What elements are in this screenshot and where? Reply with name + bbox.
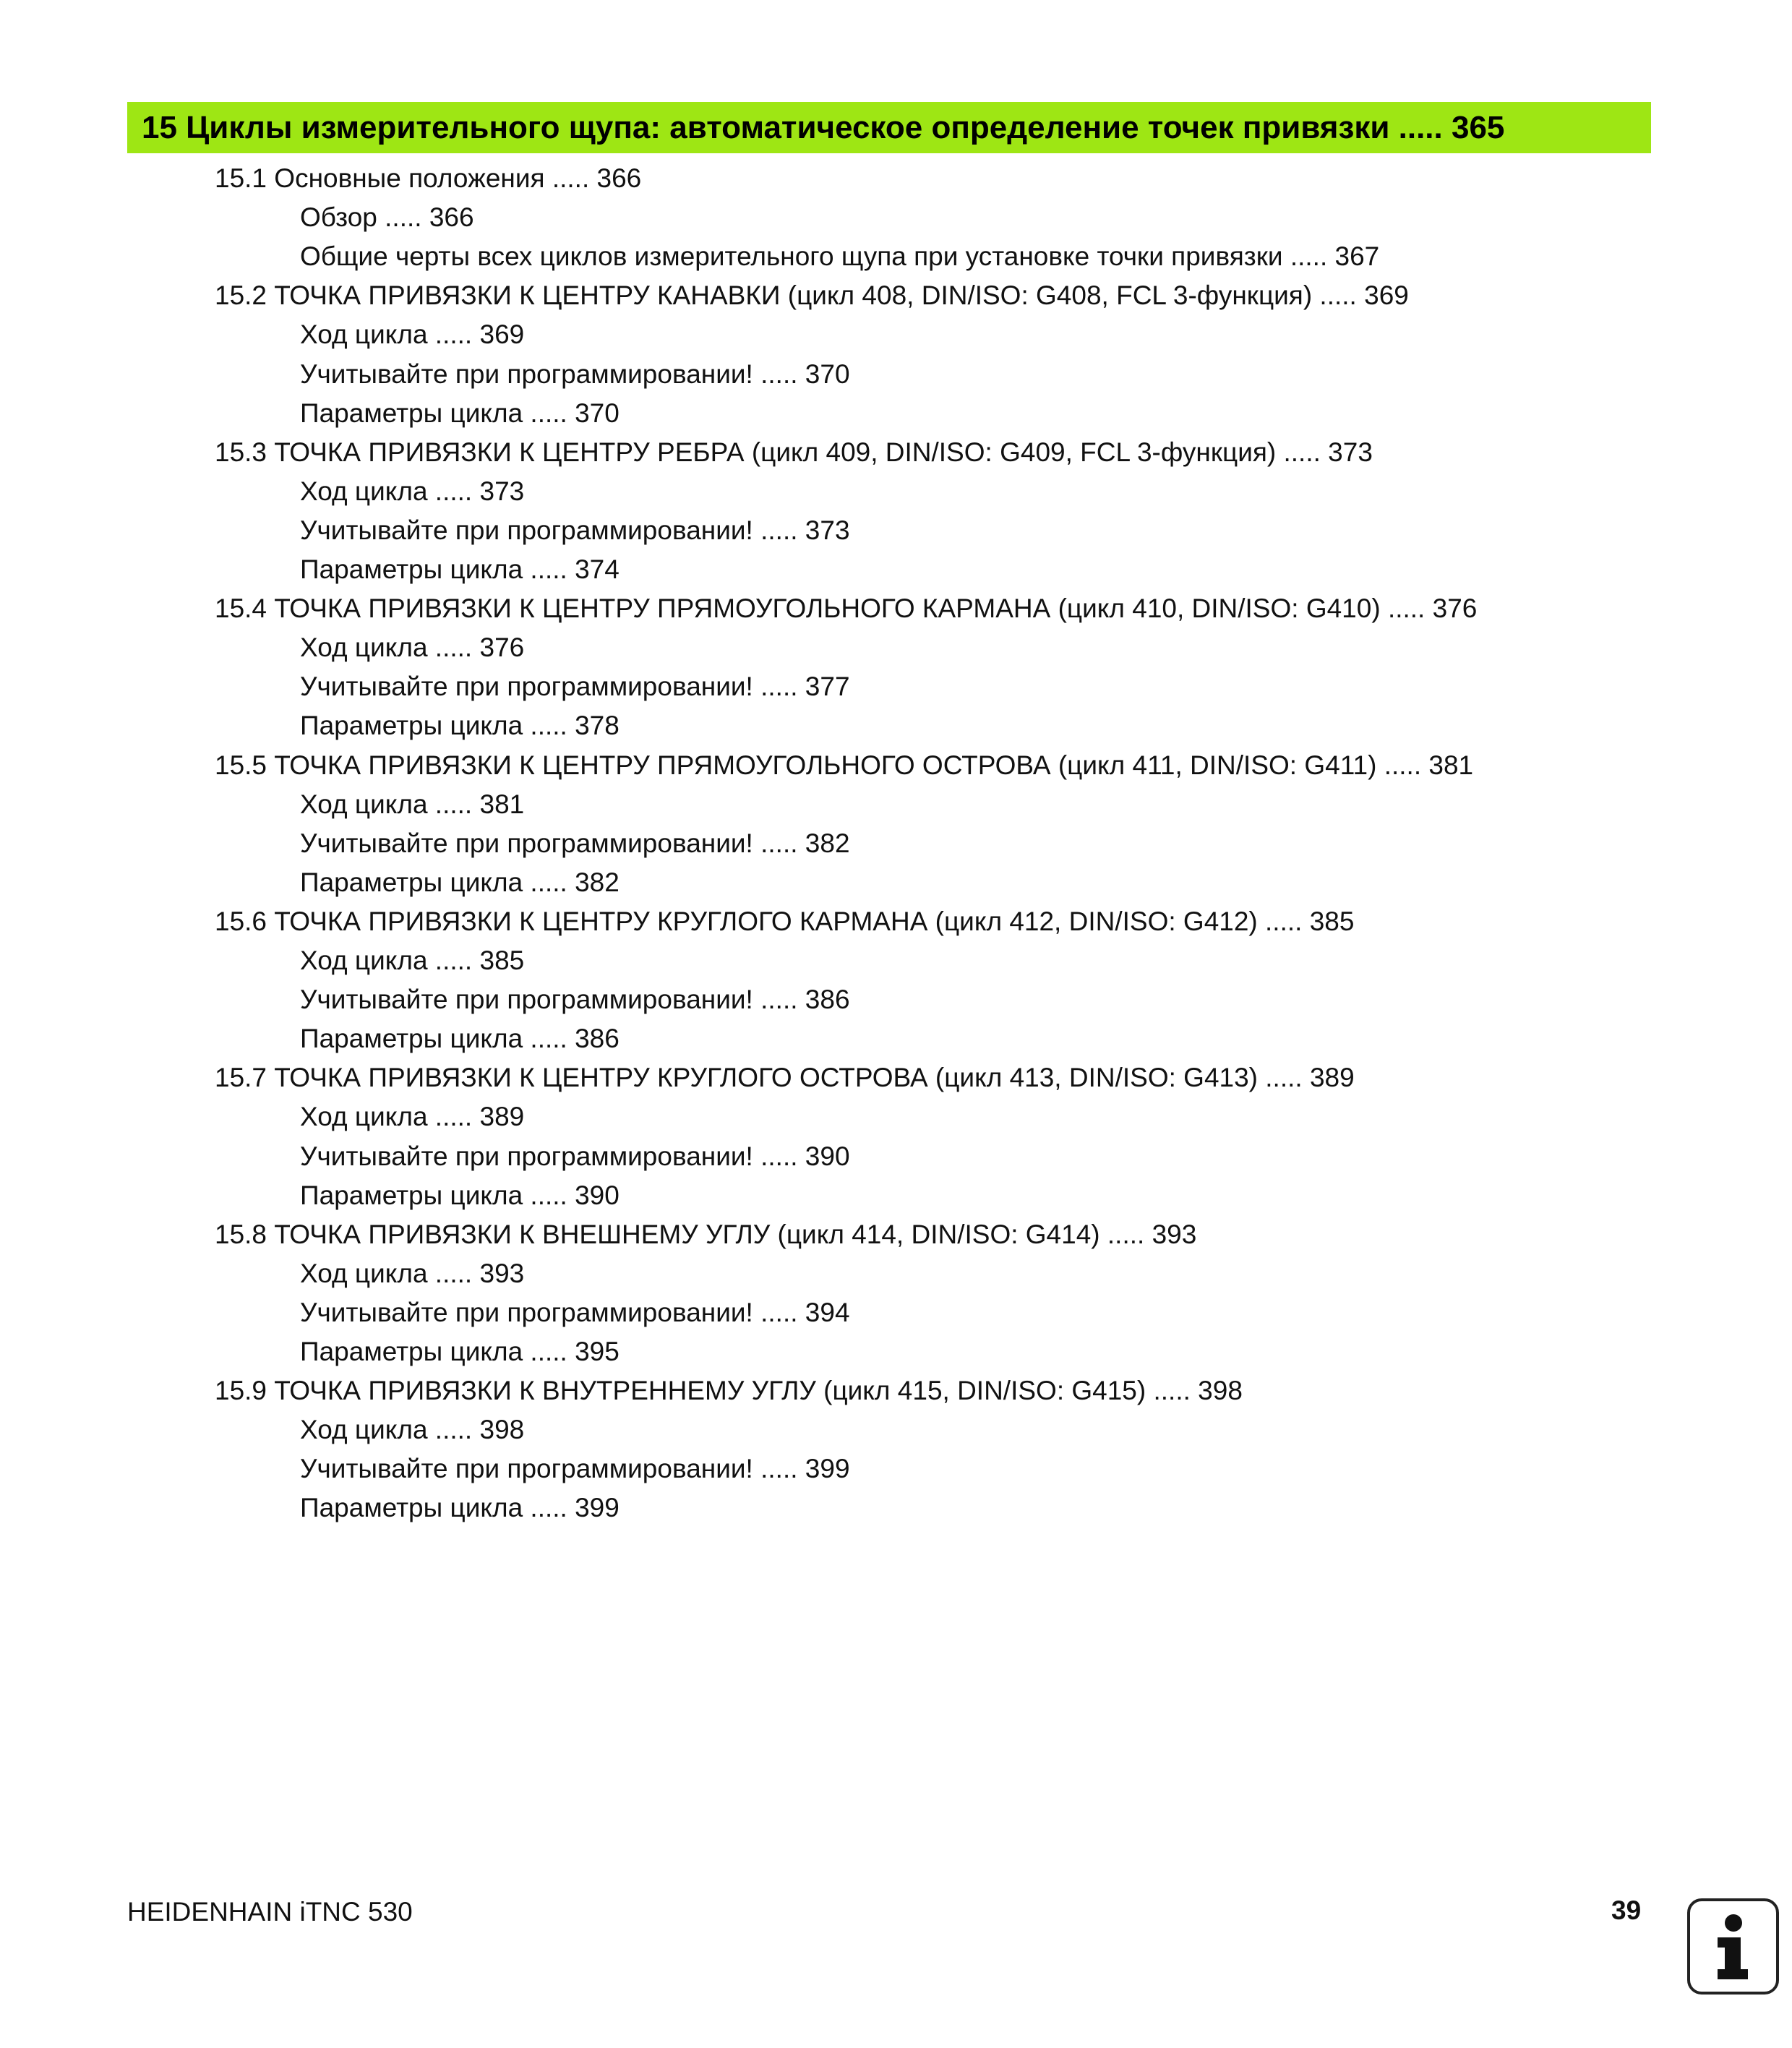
toc-section-entry[interactable]: 15.8 ТОЧКА ПРИВЯЗКИ К ВНЕШНЕМУ УГЛУ (цикл 414, DIN/ISO: G414) ..... 393 bbox=[215, 1219, 1197, 1249]
toc-subsection-entry[interactable]: Параметры цикла ..... 374 bbox=[300, 554, 620, 584]
toc-subsection-entry[interactable]: Ход цикла ..... 389 bbox=[300, 1102, 525, 1132]
toc-subsection-entry[interactable]: Учитывайте при программировании! ..... 399 bbox=[300, 1454, 850, 1484]
toc-subsection-entry[interactable]: Параметры цикла ..... 395 bbox=[300, 1337, 620, 1366]
chapter-title[interactable]: 15 Циклы измерительного щупа: автоматическое определение точек привязки ..... 365 bbox=[142, 109, 1505, 145]
toc-subsection-entry[interactable]: Общие черты всех циклов измерительного щупа при установке точки привязки ..... 367 bbox=[300, 241, 1380, 272]
toc-section-entry[interactable]: 15.3 ТОЧКА ПРИВЯЗКИ К ЦЕНТРУ РЕБРА (цикл 409, DIN/ISO: G409, FCL 3-функция) ..... 373 bbox=[215, 437, 1373, 467]
toc-subsection-entry[interactable]: Параметры цикла ..... 399 bbox=[300, 1493, 620, 1523]
toc-section-entry[interactable]: 15.7 ТОЧКА ПРИВЯЗКИ К ЦЕНТРУ КРУГЛОГО ОСТРОВА (цикл 413, DIN/ISO: G413) ..... 389 bbox=[215, 1063, 1355, 1093]
toc-section-entry[interactable]: 15.4 ТОЧКА ПРИВЯЗКИ К ЦЕНТРУ ПРЯМОУГОЛЬНОГО КАРМАНА (цикл 410, DIN/ISO: G410) ..... 376 bbox=[215, 594, 1478, 624]
footer-product-name: HEIDENHAIN iTNC 530 bbox=[127, 1897, 413, 1927]
toc-subsection-entry[interactable]: Учитывайте при программировании! ..... 373 bbox=[300, 515, 850, 545]
toc-section-entry[interactable]: 15.9 ТОЧКА ПРИВЯЗКИ К ВНУТРЕННЕМУ УГЛУ (цикл 415, DIN/ISO: G415) ..... 398 bbox=[215, 1376, 1243, 1406]
page-number: 39 bbox=[1611, 1895, 1642, 1925]
toc-subsection-entry[interactable]: Ход цикла ..... 376 bbox=[300, 633, 525, 663]
chapter-heading-bar bbox=[127, 102, 1651, 153]
toc-subsection-entry[interactable]: Ход цикла ..... 398 bbox=[300, 1415, 525, 1445]
info-icon[interactable] bbox=[1687, 1898, 1779, 1995]
toc-subsection-entry[interactable]: Ход цикла ..... 369 bbox=[300, 320, 525, 350]
toc-subsection-entry[interactable]: Ход цикла ..... 373 bbox=[300, 476, 525, 506]
toc-subsection-entry[interactable]: Обзор ..... 366 bbox=[300, 202, 474, 233]
toc-subsection-entry[interactable]: Учитывайте при программировании! ..... 382 bbox=[300, 828, 850, 858]
toc-subsection-entry[interactable]: Параметры цикла ..... 382 bbox=[300, 867, 620, 897]
toc-section-entry[interactable]: 15.6 ТОЧКА ПРИВЯЗКИ К ЦЕНТРУ КРУГЛОГО КАРМАНА (цикл 412, DIN/ISO: G412) ..... 385 bbox=[215, 906, 1355, 936]
toc-section-entry[interactable]: 15.5 ТОЧКА ПРИВЯЗКИ К ЦЕНТРУ ПРЯМОУГОЛЬНОГО ОСТРОВА (цикл 411, DIN/ISO: G411) ..... 381 bbox=[215, 750, 1474, 780]
toc-subsection-entry[interactable]: Ход цикла ..... 393 bbox=[300, 1258, 525, 1288]
toc-subsection-entry[interactable]: Ход цикла ..... 385 bbox=[300, 946, 525, 975]
toc-subsection-entry[interactable]: Учитывайте при программировании! ..... 394 bbox=[300, 1297, 850, 1327]
toc-section-entry[interactable]: 15.1 Основные положения ..... 366 bbox=[215, 163, 642, 193]
toc-subsection-entry[interactable]: Параметры цикла ..... 386 bbox=[300, 1024, 620, 1054]
toc-subsection-entry[interactable]: Учитывайте при программировании! ..... 370 bbox=[300, 359, 850, 389]
toc-subsection-entry[interactable]: Параметры цикла ..... 390 bbox=[300, 1180, 620, 1210]
toc-subsection-entry[interactable]: Параметры цикла ..... 378 bbox=[300, 711, 620, 741]
toc-subsection-entry[interactable]: Учитывайте при программировании! ..... 377 bbox=[300, 672, 850, 702]
toc-subsection-entry[interactable]: Ход цикла ..... 381 bbox=[300, 789, 525, 819]
toc-subsection-entry[interactable]: Параметры цикла ..... 370 bbox=[300, 398, 620, 428]
toc-subsection-entry[interactable]: Учитывайте при программировании! ..... 386 bbox=[300, 985, 850, 1015]
toc-subsection-entry[interactable]: Учитывайте при программировании! ..... 390 bbox=[300, 1141, 850, 1171]
toc-section-entry[interactable]: 15.2 ТОЧКА ПРИВЯЗКИ К ЦЕНТРУ КАНАВКИ (цикл 408, DIN/ISO: G408, FCL 3-функция) ..... 369 bbox=[215, 280, 1409, 311]
info-glyph bbox=[1690, 1901, 1776, 1992]
